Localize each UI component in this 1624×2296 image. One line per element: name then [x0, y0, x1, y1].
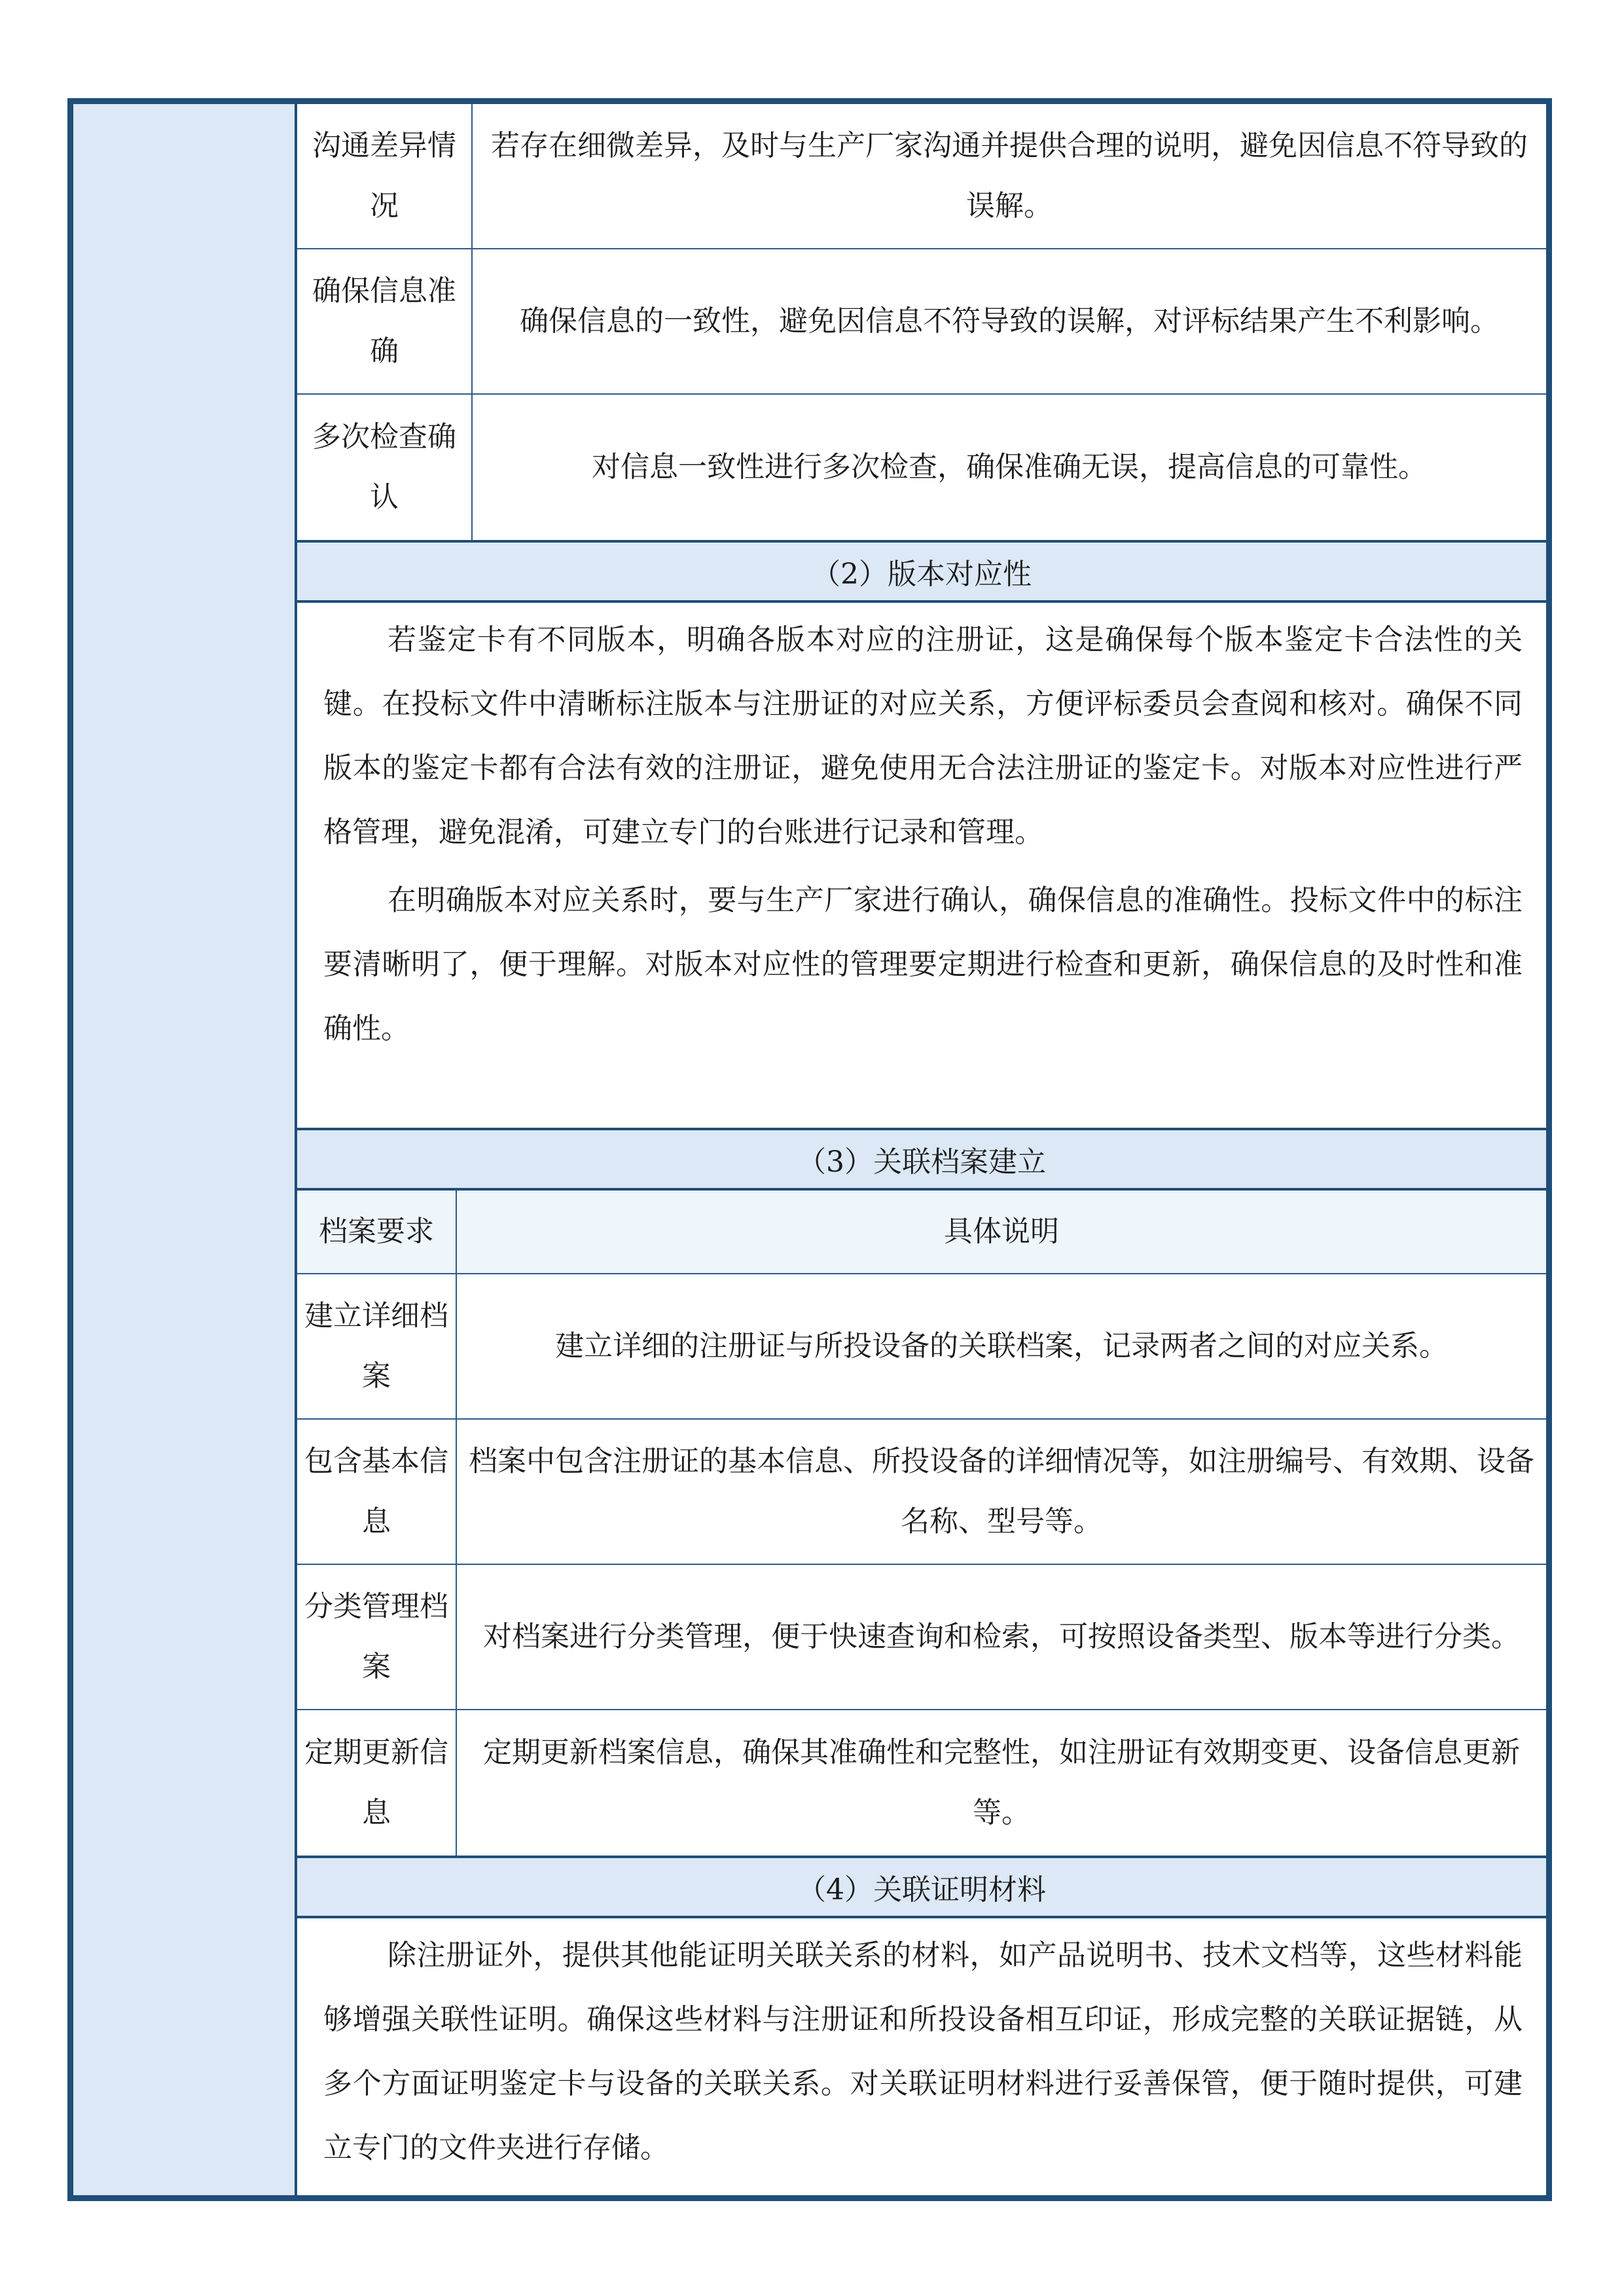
row-text: 档案中包含注册证的基本信息、所投设备的详细情况等，如注册编号、有效期、设备名称、型号等。 [469, 1444, 1534, 1538]
table-row [297, 1710, 1546, 1856]
header-text: 具体说明 [944, 1215, 1059, 1248]
paragraph: 若鉴定卡有不同版本，明确各版本对应的注册证，这是确保每个版本鉴定卡合法性的关键。在投标文件中清晰标注版本与注册证的对应关系，方便评标委员会查阅和核对。确保不同版本的鉴定卡都有合法有效的注册证，避免使用无合法注册证的鉴定卡。对版本对应性进行严格管理，避免混淆，可建立专门的台账进行记录和管理。 [323, 623, 1523, 849]
paragraph: 除注册证外，提供其他能证明关联关系的材料，如产品说明书、技术文档等，这些材料能够增强关联性证明。确保这些材料与注册证和所投设备相互印证，形成完整的关联证据链，从多个方面证明鉴定卡与设备的关联关系。对关联证明材料进行妥善保管，便于随时提供，可建立专门的文件夹进行存储。 [323, 1939, 1523, 2164]
section-heading: （2）版本对应性 [297, 540, 1546, 603]
row-label: 分类管理档案 [297, 1565, 457, 1709]
row-text: 建立详细的注册证与所投设备的关联档案，记录两者之间的对应关系。 [555, 1329, 1448, 1363]
table-row [297, 1420, 1546, 1565]
header-label: 档案要求 [297, 1191, 457, 1273]
section-heading: （3）关联档案建立 [297, 1128, 1546, 1191]
row-text: 确保信息的一致性，避免因信息不符导致的误解，对评标结果产生不利影响。 [520, 304, 1499, 338]
row-label: 确保信息准确 [297, 249, 473, 393]
table-row [297, 1274, 1546, 1420]
table-row [297, 249, 1546, 395]
row-label: 定期更新信息 [297, 1710, 457, 1856]
row-label: 多次检查确认 [297, 395, 473, 540]
paragraph: 在明确版本对应关系时，要与生产厂家进行确认，确保信息的准确性。投标文件中的标注要清晰明了，便于理解。对版本对应性的管理要定期进行检查和更新，确保信息的及时性和准确性。 [323, 884, 1523, 1045]
table-row [297, 1565, 1546, 1710]
section-heading: （4）关联证明材料 [297, 1856, 1546, 1918]
table-row [297, 395, 1546, 540]
table-header-row [297, 1191, 1546, 1274]
table-row [297, 104, 1546, 249]
page-frame [67, 98, 1552, 2201]
row-text: 定期更新档案信息，确保其准确性和完整性，如注册证有效期变更、设备信息更新等。 [483, 1736, 1520, 1829]
left-column [73, 104, 297, 2195]
content-area [297, 104, 1546, 2195]
row-text: 对档案进行分类管理，便于快速查询和检索，可按照设备类型、版本等进行分类。 [483, 1620, 1520, 1653]
row-text: 若存在细微差异，及时与生产厂家沟通并提供合理的说明，避免因信息不符导致的误解。 [491, 129, 1528, 223]
row-text: 对信息一致性进行多次检查，确保准确无误，提高信息的可靠性。 [592, 450, 1427, 484]
section4-body [297, 1924, 1546, 2198]
row-label: 建立详细档案 [297, 1274, 457, 1418]
row-label: 沟通差异情况 [297, 104, 473, 248]
row-label: 包含基本信息 [297, 1420, 457, 1564]
